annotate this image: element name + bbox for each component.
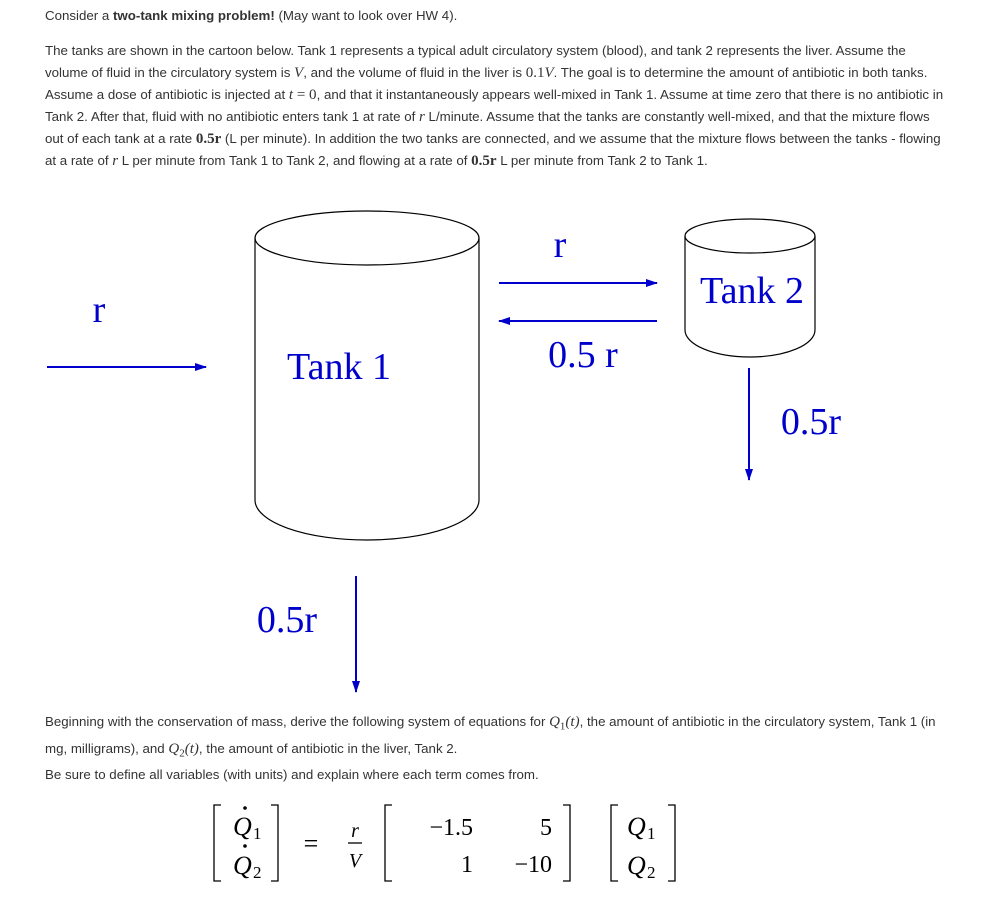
rate-0-5r: 0.5r	[195, 131, 222, 147]
matrix-cell-1-2: 5	[540, 815, 552, 841]
var-r: r	[419, 109, 425, 125]
equals-sign: =	[303, 829, 319, 858]
t2-to-t1-label: 0.5 r	[548, 334, 618, 376]
two-tank-diagram	[0, 200, 1005, 700]
lhs-q2-sub: 2	[253, 863, 262, 882]
desc-text-8: L per minute from Tank 2 to Tank 1.	[496, 153, 708, 168]
var-V-2: V	[544, 65, 554, 81]
var-Q1-sub: 1	[559, 720, 566, 733]
var-Q2: Q	[168, 740, 180, 757]
rhs-q2-sub: 2	[647, 863, 656, 882]
fraction-numerator: r	[351, 820, 359, 842]
desc-text-6: (L per minute). In addition the two tanks are connected, and we assume that the mixture flows between the tanks - flowing at a rate of	[45, 131, 941, 168]
var-r-2: r	[112, 153, 119, 169]
fraction-denominator: V	[348, 850, 362, 872]
num-0-1: 0.1	[525, 65, 545, 81]
rhs-bracket-right	[668, 805, 675, 881]
desc-text-3: . The goal is to determine the amount of antibiotic in both tanks. Assume a dose of antibiotic is injected at	[45, 65, 928, 102]
var-Q2-sub: 2	[179, 747, 185, 760]
var-Q1-arg: (t)	[565, 714, 580, 730]
lhs-bracket-right	[271, 805, 278, 881]
intro-text: Consider a	[45, 8, 113, 23]
matrix-cell-1-1: −1.5	[429, 815, 473, 841]
tank-2-top	[685, 219, 815, 253]
derive-text-3: , the amount of antibiotic in the liver, Tank 2.	[198, 740, 458, 756]
lhs-q1-sub: 1	[253, 824, 262, 843]
rhs-q1: Q	[627, 812, 646, 841]
tank-2-label: Tank 2	[700, 270, 804, 312]
desc-text-1: The tanks are shown in the cartoon below. Tank 1 represents a typical adult circulatory system (blood), and tank 2 represents the liver. Assume the volume of fluid in the circulatory system is	[45, 43, 906, 80]
rate-0-5r-2: 0.5r	[471, 153, 497, 169]
matrix-cell-2-1: 1	[461, 852, 473, 878]
rhs-q2: Q	[627, 851, 646, 880]
tank-1-top	[255, 211, 479, 265]
intro-bold: two-tank mixing problem!	[113, 8, 275, 23]
rhs-q1-sub: 1	[647, 824, 656, 843]
matrix-bracket-right	[563, 805, 570, 881]
lhs-q1: Q	[233, 812, 252, 841]
dot-q1	[243, 806, 247, 810]
derive-paragraph	[45, 711, 945, 786]
desc-text-2: , and the volume of fluid in the liver is	[303, 65, 526, 80]
matrix-bracket-left	[385, 805, 392, 881]
description-paragraph	[45, 40, 945, 172]
t1-to-t2-label: r	[553, 224, 567, 266]
inflow-label: r	[92, 289, 106, 331]
var-t: t	[288, 87, 294, 103]
var-V: V	[294, 65, 304, 81]
derive-text-2: , the amount of antibiotic in the circulatory system, Tank 1 (in mg, milligrams), and	[45, 714, 936, 756]
lhs-bracket-left	[214, 805, 221, 881]
tank-1-body	[255, 238, 479, 540]
desc-text-7: L per minute from Tank 1 to Tank 2, and flowing at a rate of	[118, 153, 472, 168]
var-Q1: Q	[549, 714, 560, 730]
intro-suffix: (May want to look over HW 4).	[274, 8, 458, 23]
eq-zero: = 0	[293, 87, 317, 103]
tank-2-outflow-label: 0.5r	[780, 401, 842, 443]
desc-text-5: L/minute. Assume that the tanks are constantly well-mixed, and that the mixture flows out of each tank at a rate	[45, 109, 930, 146]
lhs-q2: Q	[233, 851, 252, 880]
matrix-equation	[190, 795, 710, 890]
intro-paragraph	[45, 5, 945, 27]
tank-1-label: Tank 1	[287, 346, 391, 388]
derive-text-4: Be sure to define all variables (with units) and explain where each term comes from.	[45, 767, 539, 783]
dot-q2	[243, 844, 247, 848]
rhs-bracket-left	[611, 805, 618, 881]
var-Q2-arg: (t)	[184, 740, 199, 757]
derive-text-1: Beginning with the conservation of mass, derive the following system of equations for	[45, 714, 550, 729]
desc-text-4: , and that it instantaneously appears well-mixed in Tank 1. Assume at time zero that there is no antibiotic in Tank 2. After that, fluid with no antibiotic enters tank 1 at rate of	[45, 87, 944, 124]
tank-1-outflow-label: 0.5r	[256, 599, 318, 641]
matrix-cell-2-2: −10	[514, 852, 552, 878]
